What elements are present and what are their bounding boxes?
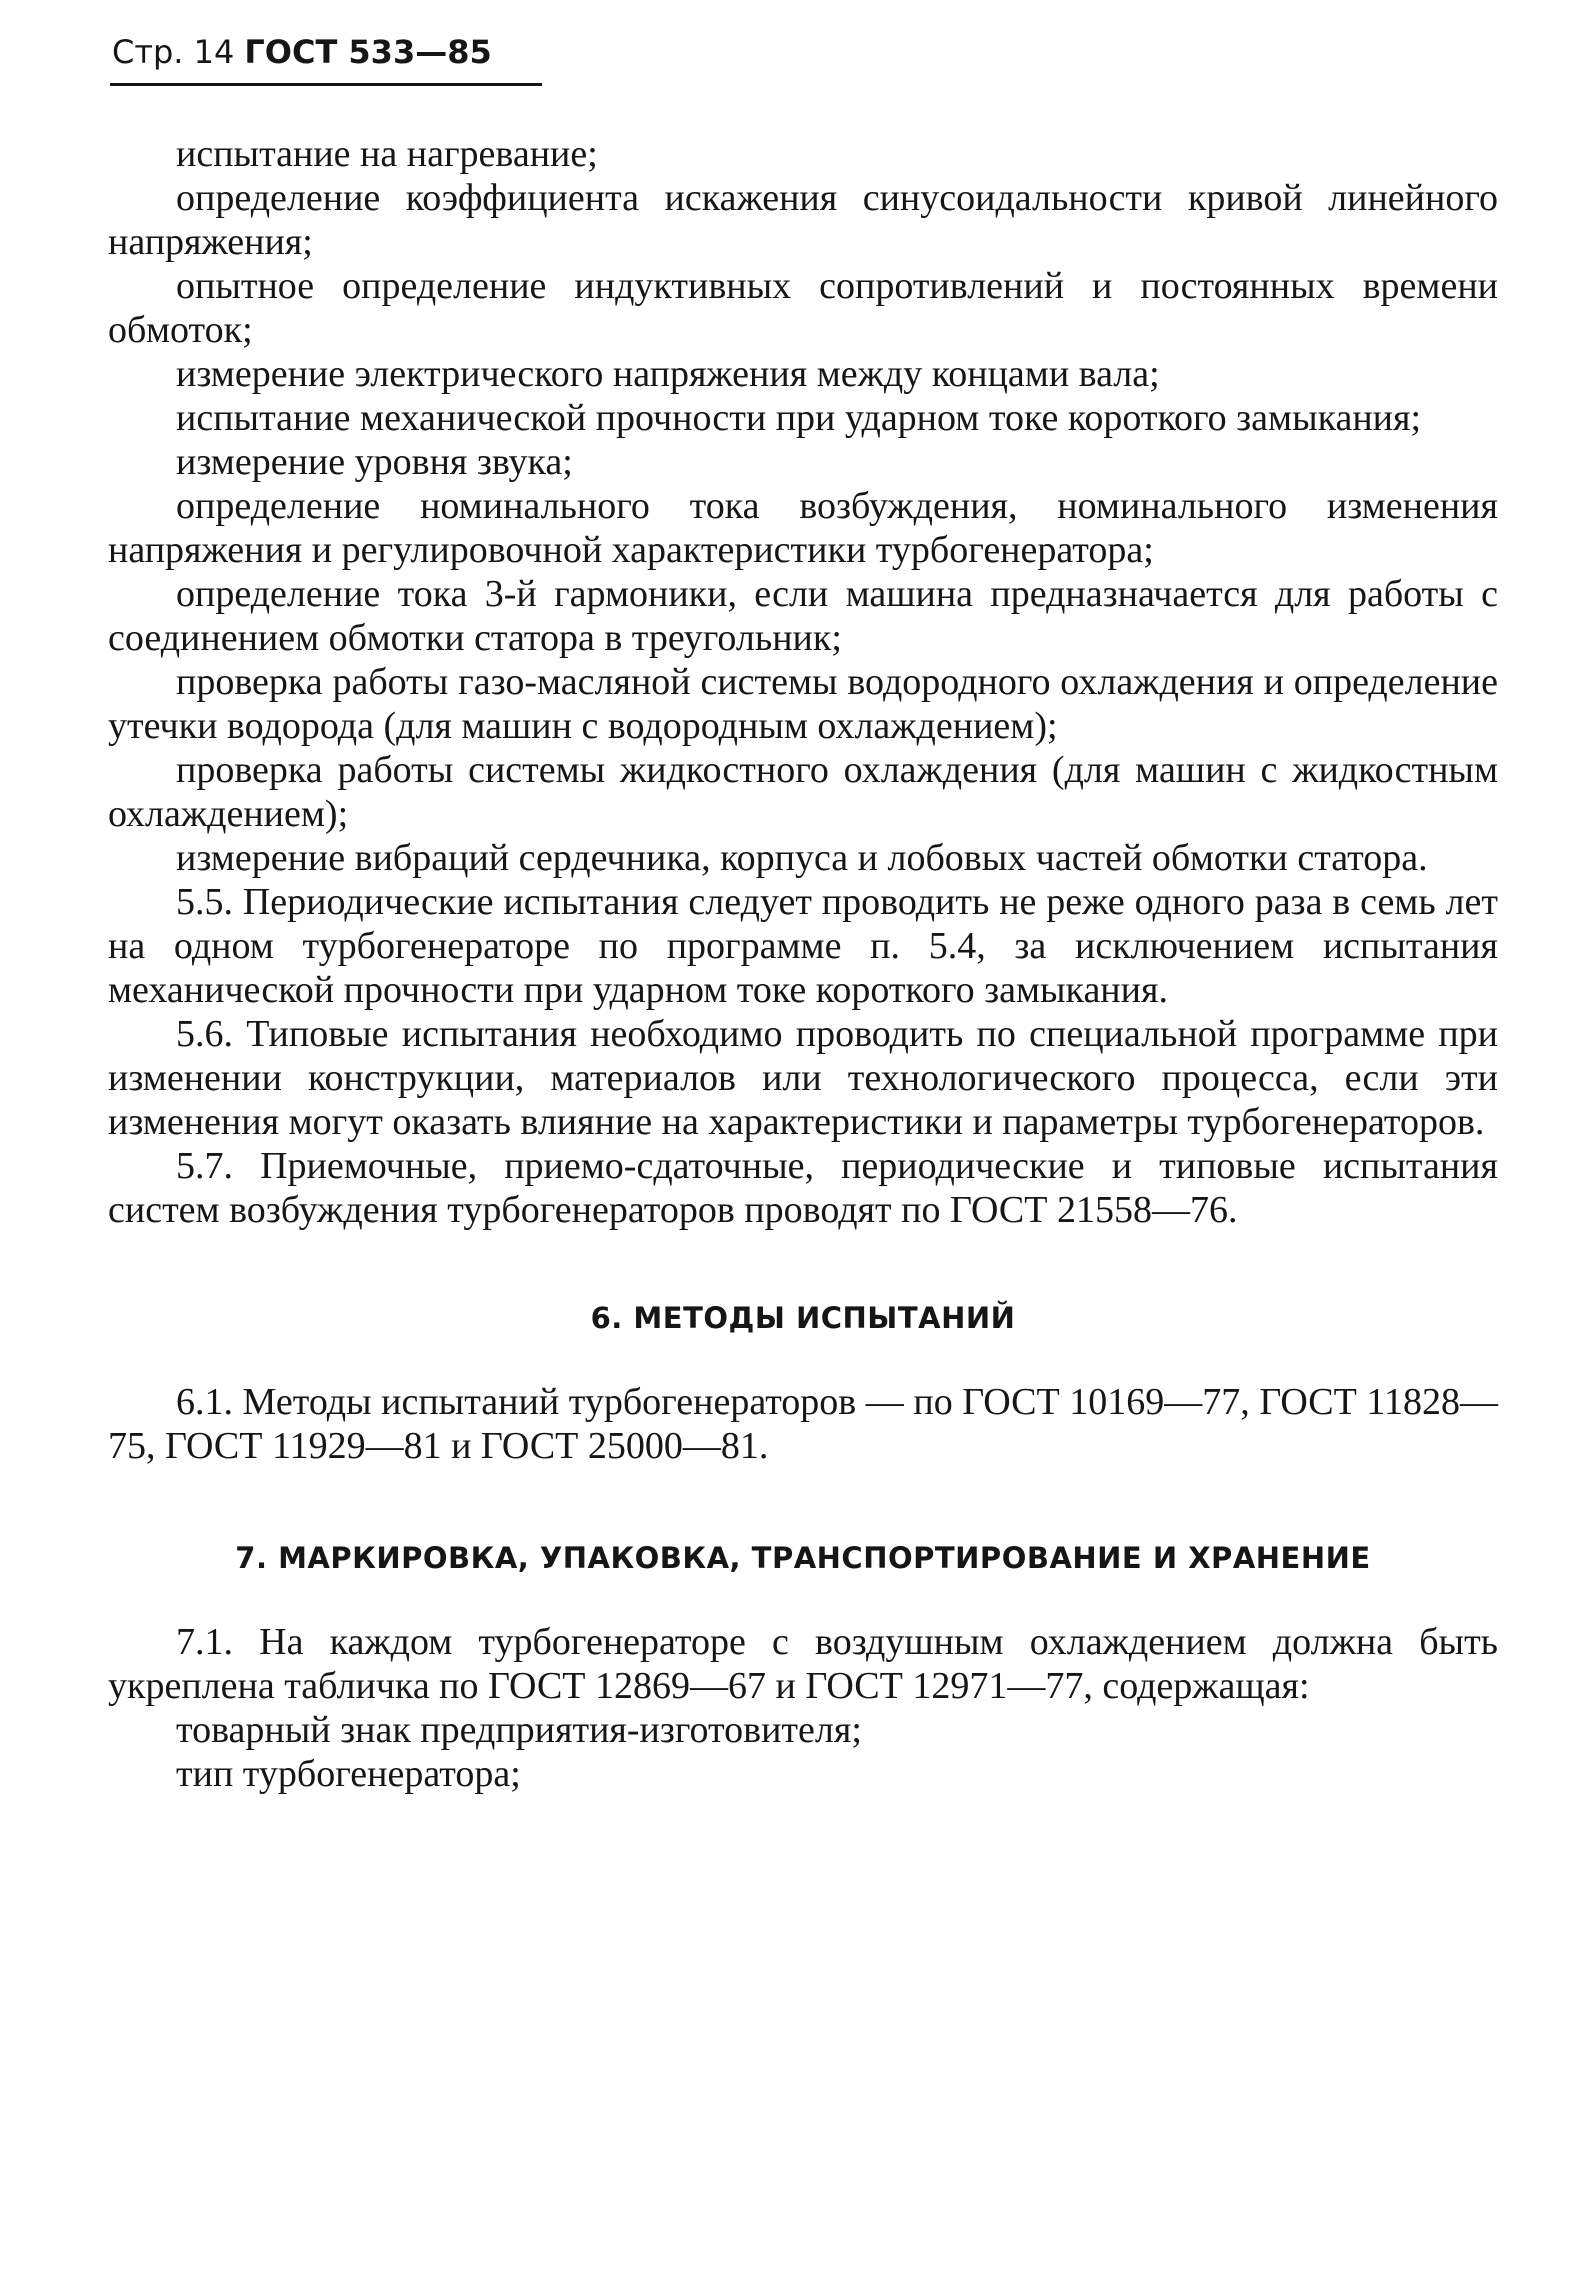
section-6-heading: 6. МЕТОДЫ ИСПЫТАНИЙ bbox=[590, 1301, 1016, 1335]
clause-5-7: 5.7. Приемочные, приемо-сдаточные, периодические и типовые испытания систем возбуждения турбогенераторов проводят по ГОСТ 21558—76. bbox=[108, 1145, 1498, 1231]
list-item-liquid-cooling: проверка работы системы жидкостного охлаждения (для машин с жидкостным охлаждением); bbox=[108, 749, 1498, 835]
list-item-shaft-voltage: измерение электрического напряжения между концами вала; bbox=[176, 353, 1160, 395]
page-body bbox=[108, 132, 1498, 1796]
clause-6-1: 6.1. Методы испытаний турбогенераторов — по ГОСТ 10169—77, ГОСТ 11828—75, ГОСТ 11929—81 и ГОСТ 25000—81. bbox=[108, 1381, 1498, 1467]
clause-7-1: 7.1. На каждом турбогенераторе с воздушным охлаждением должна быть укреплена табличка по ГОСТ 12869—67 и ГОСТ 12971—77, содержащая: bbox=[108, 1621, 1498, 1707]
clause-5-6: 5.6. Типовые испытания необходимо проводить по специальной программе при изменении конструкции, материалов или технологического процесса, если эти изменения могут оказать влияние на характеристики и параметры турбогенераторов. bbox=[108, 1013, 1498, 1143]
list-item-inductive-reactances: опытное определение индуктивных сопротивлений и постоянных времени обмоток; bbox=[108, 265, 1498, 351]
header-rule bbox=[110, 83, 542, 86]
list-item-vibration: измерение вибраций сердечника, корпуса и лобовых частей обмотки статора. bbox=[176, 837, 1428, 879]
list-item-generator-type: тип турбогенератора; bbox=[176, 1753, 521, 1795]
list-item-third-harmonic: определение тока 3-й гармоники, если машина предназначается для работы с соединением обмотки статора в треугольник; bbox=[108, 573, 1498, 659]
list-item-distortion-factor: определение коэффициента искажения синусоидальности кривой линейного напряжения; bbox=[108, 177, 1498, 263]
document-id: ГОСТ 533—85 bbox=[244, 33, 492, 71]
page-header bbox=[112, 30, 492, 74]
list-item-gas-oil-system: проверка работы газо-масляной системы водородного охлаждения и определение утечки водорода (для машин с водородным охлаждением); bbox=[108, 661, 1498, 747]
section-7-heading: 7. МАРКИРОВКА, УПАКОВКА, ТРАНСПОРТИРОВАНИЕ И ХРАНЕНИЕ bbox=[235, 1541, 1371, 1575]
list-item-trademark: товарный знак предприятия-изготовителя; bbox=[176, 1709, 862, 1751]
page-number: Стр. 14 bbox=[112, 33, 235, 71]
list-item-mechanical-strength: испытание механической прочности при ударном токе короткого замыкания; bbox=[176, 397, 1422, 439]
list-item-excitation-current: определение номинального тока возбуждения, номинального изменения напряжения и регулировочной характеристики турбогенератора; bbox=[108, 485, 1498, 571]
list-item-sound-level: измерение уровня звука; bbox=[176, 441, 573, 483]
clause-5-5: 5.5. Периодические испытания следует проводить не реже одного раза в семь лет на одном турбогенераторе по программе п. 5.4, за исключением испытания механической прочности при ударном токе короткого замыкания. bbox=[108, 881, 1498, 1011]
list-item-heating-test: испытание на нагревание; bbox=[176, 133, 598, 175]
